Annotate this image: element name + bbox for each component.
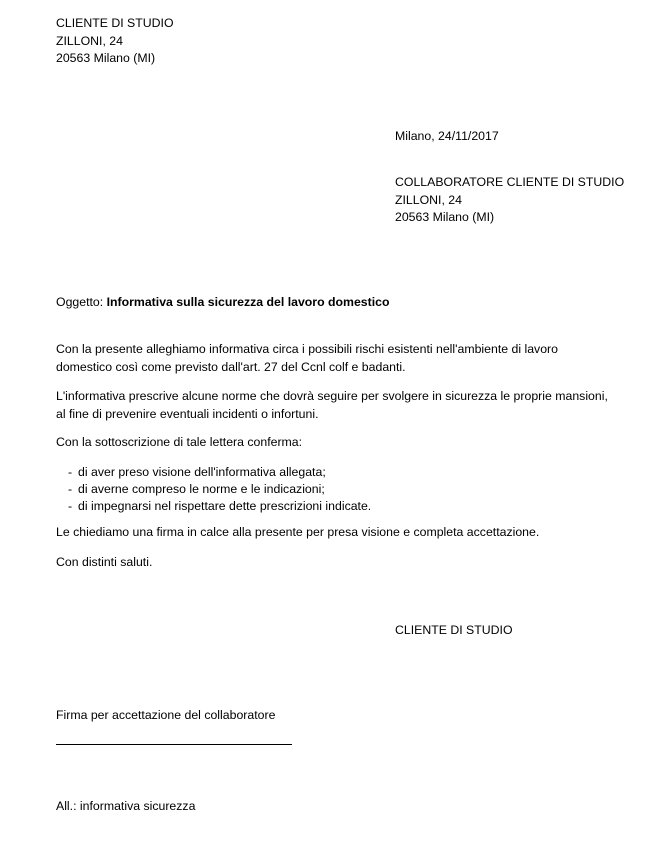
body-paragraph-5: Con distinti saluti. [56, 555, 153, 569]
confirmation-list [56, 464, 613, 515]
recipient-name: COLLABORATORE CLIENTE DI STUDIO [395, 175, 625, 189]
subject-text: Informativa sulla sicurezza del lavoro domestico [106, 295, 390, 309]
list-item-label: di averne compreso le norme e le indicazioni; [78, 482, 325, 496]
recipient-address-block [395, 174, 624, 227]
list-item [56, 464, 613, 481]
body-paragraph-2: L'informativa prescrive alcune norme che dovrà seguire per svolgere in sicurezza le proprie mansioni, al fine di prevenire eventuali incidenti o infortuni. [56, 389, 608, 421]
list-item-label: di impegnarsi nel rispettare dette prescrizioni indicate. [78, 499, 372, 513]
recipient-city: 20563 Milano (MI) [395, 210, 495, 224]
list-item [56, 481, 613, 498]
signature-line [56, 744, 292, 745]
recipient-street: ZILLONI, 24 [395, 192, 462, 207]
sender-address-block [56, 15, 174, 68]
sender-street: ZILLONI, 24 [56, 33, 123, 48]
subject-line [56, 294, 390, 312]
attachment-note: All.: informativa sicurezza [56, 799, 196, 813]
list-item [56, 498, 613, 515]
date-line: Milano, 24/11/2017 [395, 129, 499, 143]
list-marker-icon: - [68, 499, 73, 513]
body-paragraph-4: Le chiediamo una firma in calce alla presente per presa visione e completa accettazione. [56, 525, 540, 539]
list-marker-icon: - [68, 465, 73, 479]
sender-name: CLIENTE DI STUDIO [56, 16, 174, 30]
signature-label: Firma per accettazione del collaboratore [56, 708, 276, 722]
body-paragraph-3: Con la sottoscrizione di tale lettera conferma: [56, 435, 303, 449]
body-paragraph-1: Con la presente alleghiamo informativa circa i possibili rischi esistenti nell'ambiente di lavoro domestico così come previsto dall'art. 27 del Ccnl colf e badanti. [56, 342, 558, 374]
sender-city: 20563 Milano (MI) [56, 51, 156, 65]
subject-label: Oggetto: [56, 295, 104, 309]
list-item-label: di aver preso visione dell'informativa allegata; [78, 465, 326, 479]
list-marker-icon: - [68, 482, 73, 496]
closing-signature: CLIENTE DI STUDIO [395, 623, 513, 637]
